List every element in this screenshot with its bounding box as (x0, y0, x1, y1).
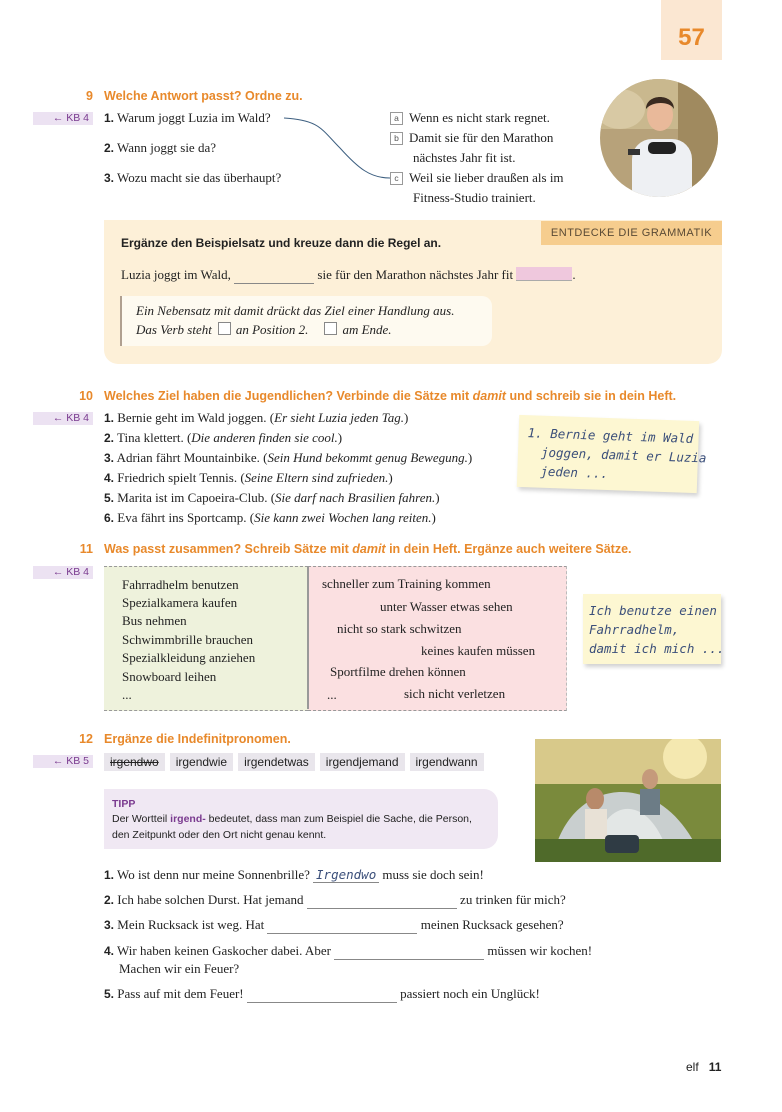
tipp-text-2: den Zeitpunkt oder den Ort nicht genau kennt. (112, 829, 327, 841)
kb-reference[interactable]: ← KB 5 (33, 755, 93, 768)
sticky-note: Ich benutze einen Fahrradhelm, damit ich mich ... (583, 594, 721, 664)
kb-reference[interactable]: ← KB 4 (33, 566, 93, 579)
answer-letter-box: c (390, 172, 403, 185)
answer-a[interactable]: a Wenn es nicht stark regnet. (390, 110, 550, 126)
question-1: 1. Warum joggt Luzia im Wald? (104, 110, 271, 125)
word-chip[interactable]: irgendwo (104, 753, 165, 771)
exercise-11-title: Was passt zusammen? Schreib Sätze mit damit in dein Heft. Ergänze auch weitere Sätze. (104, 542, 632, 556)
left-phrase: ... (122, 687, 132, 702)
answer-blank[interactable] (267, 917, 417, 934)
answer-blank[interactable]: Irgendwo (313, 867, 379, 883)
word-chip[interactable]: irgendjemand (320, 753, 405, 771)
jogger-photo (600, 79, 718, 197)
left-phrase: Snowboard leihen (122, 669, 217, 684)
tipp-title: TIPP (112, 798, 136, 810)
ex12-item-3: 3. Mein Rucksack ist weg. Hat meinen Rucksack gesehen? (104, 917, 564, 932)
exercise-11-number: 11 (79, 542, 93, 556)
example-pink-blank[interactable] (516, 267, 572, 281)
left-phrase: Spezialkleidung anziehen (122, 650, 256, 665)
grammar-heading: Ergänze den Beispielsatz und kreuze dann die Regel an. (121, 236, 442, 250)
ex10-item-5: 5. Marita ist im Capoeira-Club. (Sie darf nach Brasilien fahren.) (104, 490, 440, 505)
footer-page: elf 11 (686, 1060, 722, 1074)
exercise-12-title: Ergänze die Indefinitpronomen. (104, 732, 291, 746)
ex12-item-5: 5. Pass auf mit dem Feuer! passiert noch ein Unglück! (104, 986, 540, 1001)
left-phrase: Bus nehmen (122, 613, 187, 628)
question-2: 2. Wann joggt sie da? (104, 140, 216, 155)
kb-reference[interactable]: ← KB 4 (33, 412, 93, 425)
checkbox-position-2[interactable] (218, 322, 231, 335)
answer-b-line2: nächstes Jahr fit ist. (413, 150, 516, 165)
ex10-item-2: 2. Tina klettert. (Die anderen finden sie cool.) (104, 430, 343, 445)
connector-line (280, 110, 395, 185)
rule-line-2: Das Verb steht an Position 2. am Ende. (136, 322, 392, 337)
answer-b[interactable]: b Damit sie für den Marathon (390, 130, 553, 146)
ex12-item-1: 1. Wo ist denn nur meine Sonnenbrille? Irgendwo muss sie doch sein! (104, 867, 484, 882)
answer-blank[interactable] (247, 986, 397, 1003)
page-number: 57 (661, 0, 722, 60)
arrow-left-icon: ← (52, 412, 67, 424)
ex10-item-4: 4. Friedrich spielt Tennis. (Seine Eltern sind zufrieden.) (104, 470, 393, 485)
kb-reference[interactable]: ← KB 4 (33, 112, 93, 125)
ex12-item-4-line2: Machen wir ein Feuer? (119, 961, 240, 976)
arrow-left-icon: ← (52, 755, 67, 767)
ex10-item-3: 3. Adrian fährt Mountainbike. (Sein Hund bekommt genug Bewegung.) (104, 450, 473, 465)
tipp-text-1: Der Wortteil irgend- bedeutet, dass man zum Beispiel die Sache, die Person, (112, 813, 472, 825)
arrow-left-icon: ← (52, 112, 67, 124)
ex12-item-2: 2. Ich habe solchen Durst. Hat jemand zu trinken für mich? (104, 892, 566, 907)
word-bank (104, 753, 489, 771)
answer-c[interactable]: c Weil sie lieber draußen als im (390, 170, 564, 186)
box-divider (307, 566, 309, 709)
grammar-tab: ENTDECKE DIE GRAMMATIK (541, 221, 722, 245)
left-phrase: Fahrradhelm benutzen (122, 577, 239, 592)
left-phrase: Spezialkamera kaufen (122, 595, 238, 610)
right-phrase: sich nicht verletzen (404, 686, 506, 701)
right-phrase: Sportfilme drehen können (330, 664, 466, 679)
exercise-9-number: 9 (86, 89, 93, 103)
right-phrase: unter Wasser etwas sehen (380, 599, 513, 614)
right-phrase: keines kaufen müssen (421, 643, 536, 658)
arrow-left-icon: ← (52, 566, 67, 578)
ex10-item-6: 6. Eva fährt ins Sportcamp. (Sie kann zwei Wochen lang reiten.) (104, 510, 436, 525)
sticky-note: 1. Bernie geht im Wald joggen, damit er Luzia jeden ... (517, 415, 699, 493)
exercise-12-number: 12 (79, 732, 93, 746)
left-phrase: Schwimmbrille brauchen (122, 632, 254, 647)
exercise-10-title: Welches Ziel haben die Jugendlichen? Verbinde die Sätze mit damit und schreib sie in dein Heft. (104, 389, 677, 403)
right-phrase: schneller zum Training kommen (322, 576, 491, 591)
grammar-example: Luzia joggt im Wald, sie für den Marathon nächstes Jahr fit . (121, 267, 576, 282)
answer-letter-box: a (390, 112, 403, 125)
exercise-9-title: Welche Antwort passt? Ordne zu. (104, 89, 303, 103)
answer-letter-box: b (390, 132, 403, 145)
camping-photo (535, 739, 721, 862)
question-3: 3. Wozu macht sie das überhaupt? (104, 170, 282, 185)
ex10-item-1: 1. Bernie geht im Wald joggen. (Er sieht Luzia jeden Tag.) (104, 410, 409, 425)
right-phrase: nicht so stark schwitzen (337, 621, 462, 636)
rule-line-1: Ein Nebensatz mit damit drückt das Ziel einer Handlung aus. (136, 303, 455, 318)
checkbox-end[interactable] (324, 322, 337, 335)
ex12-item-4: 4. Wir haben keinen Gaskocher dabei. Aber müssen wir kochen! (104, 943, 593, 958)
answer-blank[interactable] (307, 892, 457, 909)
exercise-10-number: 10 (79, 389, 93, 403)
example-blank[interactable] (234, 267, 314, 284)
word-chip[interactable]: irgendetwas (238, 753, 315, 771)
word-chip[interactable]: irgendwann (410, 753, 484, 771)
answer-c-line2: Fitness-Studio trainiert. (413, 190, 536, 205)
word-chip[interactable]: irgendwie (170, 753, 233, 771)
right-phrase: ... (327, 687, 337, 702)
answer-blank[interactable] (334, 943, 484, 960)
